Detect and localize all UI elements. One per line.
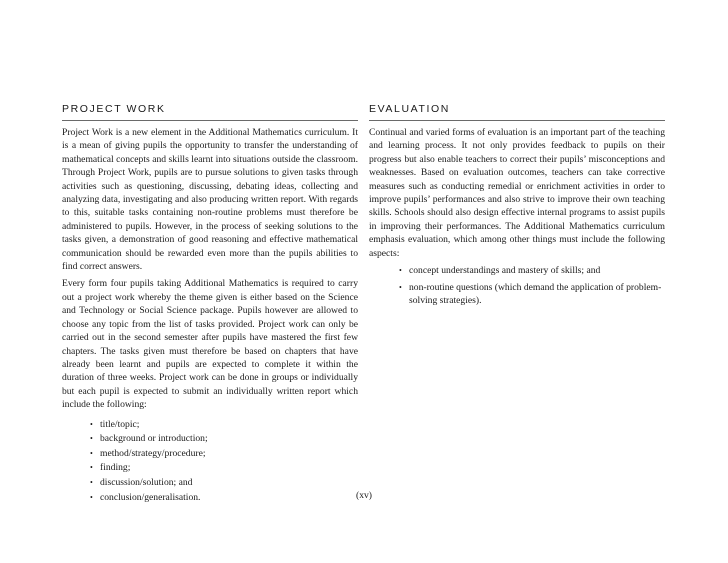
heading-divider	[369, 120, 665, 121]
evaluation-aspects-list	[369, 264, 665, 308]
list-item-text: title/topic;	[100, 418, 140, 430]
bullet-icon: •	[90, 434, 93, 444]
section-heading-evaluation: EVALUATION	[369, 103, 450, 115]
list-item-text: method/strategy/procedure;	[100, 447, 206, 459]
list-item	[369, 264, 665, 277]
section-heading-project-work: PROJECT WORK	[62, 103, 166, 115]
list-item	[62, 418, 358, 433]
list-item-text: conclusion/generalisation.	[100, 491, 201, 503]
heading-divider	[62, 120, 358, 121]
list-item	[369, 281, 665, 307]
list-item-text: non-routine questions (which demand the application of problem-solving strategies).	[409, 282, 662, 307]
list-item-text: discussion/solution; and	[100, 476, 193, 488]
bullet-icon: •	[90, 492, 93, 502]
evaluation-column	[369, 102, 665, 312]
evaluation-paragraph: Continual and varied forms of evaluation is an important part of the teaching and learning process. It not only provides feedback to pupils on their progress but also enable teachers to correct their pupils’ misconceptions and weaknesses. Based on evaluation outcomes, teachers can take corrective measures such as conducting remedial or enrichment activities in order to improve pupils’ performances and also strive to improve their own teaching skills. Schools should also design effective internal programs to assist pupils in improving their performances. The Additional Mathematics curriculum emphasis evaluation, which among other things must include the following aspects:	[369, 127, 665, 259]
bullet-icon: •	[90, 448, 93, 458]
list-item-text: concept understandings and mastery of skills; and	[409, 265, 601, 277]
project-work-paragraph: Every form four pupils taking Additional Mathematics is required to carry out a project work whereby the theme given is either based on the Science and Technology or Social Science package. Pupils however are allowed to choose any topic from the list of tasks provided. Project work can only be carried out in the second semester after pupils have mastered the first few chapters. The tasks given must therefore be based on chapters that have already been learnt and pupils are expected to complete it within the duration of three weeks. Project work can be done in groups or individually but each pupil is expected to submit an individually written report which include the following:	[62, 278, 358, 411]
project-work-column	[62, 102, 358, 505]
list-item-text: background or introduction;	[100, 433, 208, 445]
list-item	[62, 476, 358, 491]
bullet-icon: •	[399, 283, 402, 293]
project-work-paragraph: Project Work is a new element in the Additional Mathematics curriculum. It is a mean of giving pupils the opportunity to transfer the understanding of mathematical concepts and skills learnt into situations outside the classroom. Through Project Work, pupils are to pursue solutions to given tasks through activities such as questioning, discussing, debating ideas, collecting and analyzing data, investigating and also producing written report. With regards to this, suitable tasks containing non-routine problems must therefore be administered to pupils. However, in the process of seeking solutions to the tasks given, a demonstration of good reasoning and effective mathematical communication should be rewarded even more than the pupils abilities to find correct answers.	[62, 127, 358, 273]
page-number: (xv)	[356, 490, 372, 501]
bullet-icon: •	[90, 463, 93, 473]
list-item	[62, 432, 358, 447]
list-item-text: finding;	[100, 462, 131, 474]
bullet-icon: •	[90, 419, 93, 429]
list-item	[62, 461, 358, 476]
bullet-icon: •	[90, 477, 93, 487]
list-item	[62, 447, 358, 462]
bullet-icon: •	[399, 266, 402, 276]
